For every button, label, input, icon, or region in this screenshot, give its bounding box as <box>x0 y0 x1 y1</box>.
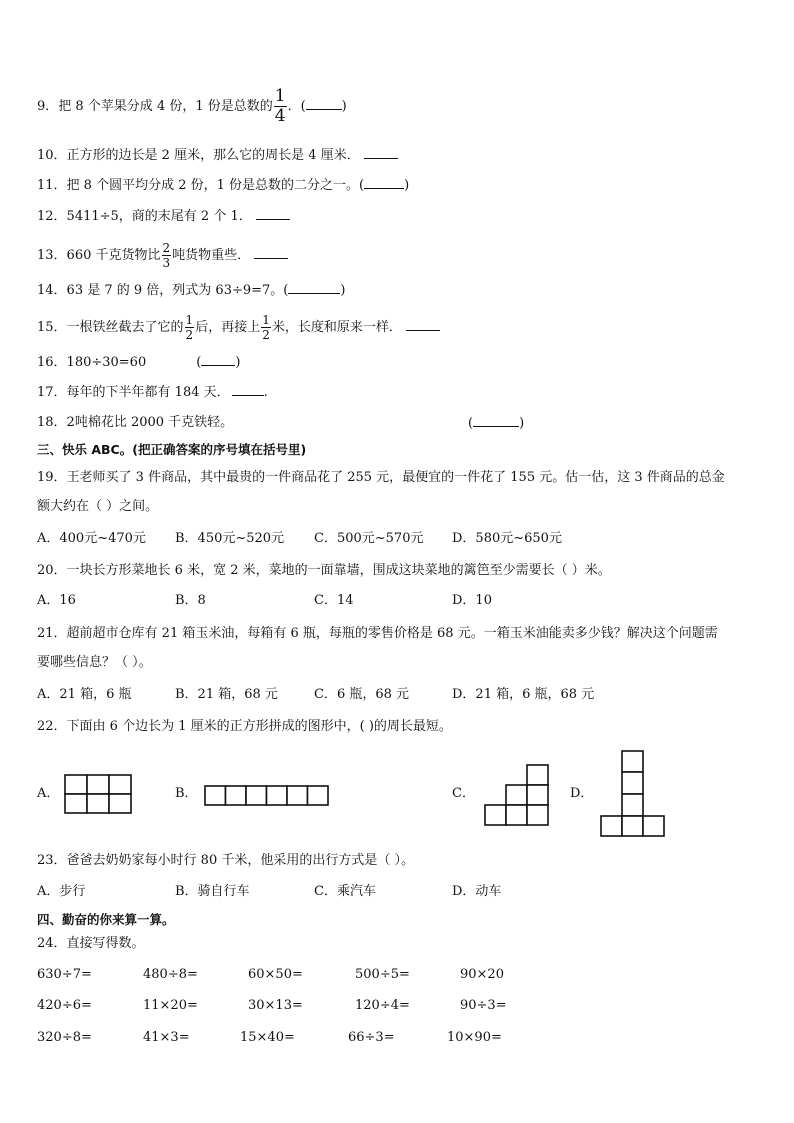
fraction <box>162 242 172 269</box>
answer-blank[interactable] <box>306 97 342 110</box>
question-text: 10．正方形的边长是 2 厘米，那么它的周长是 4 厘米． <box>37 148 360 163</box>
figure-label-b[interactable]: B． <box>175 786 198 801</box>
answer-blank[interactable] <box>254 246 288 259</box>
option-c[interactable]: C．500元~570元 <box>314 531 424 546</box>
option-a[interactable]: A．步行 <box>37 884 86 899</box>
option-d[interactable]: D．10 <box>452 593 492 608</box>
numerator: 1 <box>274 86 286 106</box>
calc-item[interactable]: 90÷3= <box>460 998 507 1013</box>
option-b[interactable]: B．21 箱，68 元 <box>175 687 278 702</box>
option-b[interactable]: B．8 <box>175 593 206 608</box>
answer-blank[interactable] <box>473 414 519 427</box>
option-a[interactable]: A．400元~470元 <box>37 531 146 546</box>
question-11 <box>37 176 409 195</box>
question-text: 15．一根铁丝截去了它的 <box>37 320 184 335</box>
section-3-heading: 三、快乐 ABC。(把正确答案的序号填在括号里) <box>37 442 307 457</box>
calc-item[interactable]: 90×20 <box>460 967 504 982</box>
question-18 <box>37 414 233 432</box>
question-17 <box>37 383 268 402</box>
answer-blank[interactable] <box>232 383 264 396</box>
fraction-2 <box>261 314 271 341</box>
question-text: 12．5411÷5，商的末尾有 2 个 1． <box>37 209 252 224</box>
calc-item[interactable]: 60×50= <box>248 967 303 982</box>
calc-item[interactable]: 420÷6= <box>37 998 92 1013</box>
question-12 <box>37 207 290 226</box>
answer-blank[interactable] <box>364 146 398 159</box>
fraction <box>274 88 287 125</box>
bracket-close: ) <box>519 416 525 431</box>
numerator: 2 <box>162 241 171 255</box>
bracket-close: ) <box>341 99 347 114</box>
numerator: 1 <box>262 313 270 327</box>
calc-item[interactable]: 41×3= <box>143 1030 190 1045</box>
calc-item[interactable]: 15×40= <box>240 1030 295 1045</box>
answer-blank[interactable] <box>406 318 440 331</box>
fraction-1 <box>185 314 195 341</box>
question-text: 11．把 8 个圆平均分成 2 份，1 份是总数的二分之一。( <box>37 178 365 193</box>
figure-d <box>600 750 666 838</box>
option-c[interactable]: C．14 <box>314 593 354 608</box>
numerator: 1 <box>185 313 194 327</box>
question-14 <box>37 281 345 300</box>
question-21-line-2: 要哪些信息？（ ）。 <box>37 655 152 670</box>
calc-item[interactable]: 11×20= <box>143 998 198 1013</box>
option-c[interactable]: C．乘汽车 <box>314 884 376 899</box>
figure-a <box>64 774 134 816</box>
answer-blank[interactable] <box>364 176 404 189</box>
question-text-end: 吨货物重些． <box>172 248 251 263</box>
bracket-close: ) <box>340 283 346 298</box>
option-a[interactable]: A．21 箱，6 瓶 <box>37 687 132 702</box>
calc-item[interactable]: 30×13= <box>248 998 303 1013</box>
question-20-line-1: 20．一块长方形菜地长 6 米，宽 2 米，菜地的一面靠墙，围成这块菜地的篱笆至少需要长（ ）米。 <box>37 563 611 578</box>
question-text-mid: 后，再接上 <box>195 320 261 335</box>
option-c[interactable]: C．6 瓶，68 元 <box>314 687 410 702</box>
bracket-open: ．( <box>287 99 306 114</box>
bracket-open: ( <box>468 416 474 431</box>
option-b[interactable]: B．骑自行车 <box>175 884 250 899</box>
question-9 <box>37 88 347 125</box>
option-b[interactable]: B．450元~520元 <box>175 531 285 546</box>
answer-blank[interactable] <box>288 281 340 294</box>
figure-label-c[interactable]: C． <box>452 786 475 801</box>
option-d[interactable]: D．580元~650元 <box>452 531 562 546</box>
question-19-line-2: 额大约在（ ）之间。 <box>37 499 159 514</box>
question-15 <box>37 314 440 341</box>
calc-item[interactable]: 120÷4= <box>355 998 410 1013</box>
denominator: 4 <box>274 106 286 126</box>
question-23-line-1: 23．爸爸去奶奶家每小时行 80 千米，他采用的出行方式是（ ）。 <box>37 853 414 868</box>
section-4-heading: 四、勤奋的你来算一算。 <box>37 912 175 927</box>
question-18-answer <box>468 414 524 433</box>
calc-item[interactable]: 630÷7= <box>37 967 92 982</box>
question-text: 14．63 是 7 的 9 倍，列式为 63÷9=7。( <box>37 283 289 298</box>
option-d[interactable]: D．21 箱，6 瓶，68 元 <box>452 687 595 702</box>
figure-c <box>484 764 550 828</box>
calc-item[interactable]: 500÷5= <box>355 967 410 982</box>
bracket-close: ) <box>404 178 410 193</box>
option-a[interactable]: A．16 <box>37 593 76 608</box>
question-19-line-1: 19．王老师买了 3 件商品，其中最贵的一件商品花了 255 元，最便宜的一件花了 155 元。估一估，这 3 件商品的总金 <box>37 470 725 485</box>
question-text-end: 米，长度和原来一样． <box>271 320 402 335</box>
option-d[interactable]: D．动车 <box>452 884 502 899</box>
figure-b <box>204 785 330 807</box>
question-22-line-1: 22．下面由 6 个边长为 1 厘米的正方形拼成的图形中，( )的周长最短。 <box>37 719 452 734</box>
question-10 <box>37 146 398 165</box>
denominator: 2 <box>262 328 270 342</box>
question-16 <box>37 353 240 372</box>
question-24-title: 24．直接写得数。 <box>37 936 145 951</box>
bracket-close: ) <box>235 355 241 370</box>
denominator: 3 <box>162 256 171 270</box>
question-21-line-1: 21．超前超市仓库有 21 箱玉米油，每箱有 6 瓶，每瓶的零售价格是 68 元。一箱玉米油能卖多少钱？解决这个问题需 <box>37 626 718 641</box>
question-text: 18．2吨棉花比 2000 千克铁轻。 <box>37 415 234 430</box>
question-text: 16．180÷30=60 <box>37 355 147 370</box>
period: . <box>263 385 268 400</box>
question-13 <box>37 242 288 269</box>
bracket-open: ( <box>196 355 202 370</box>
answer-blank[interactable] <box>256 207 290 220</box>
denominator: 2 <box>185 328 194 342</box>
calc-item[interactable]: 10×90= <box>447 1030 502 1045</box>
figure-label-a[interactable]: A． <box>37 786 60 801</box>
answer-blank[interactable] <box>201 353 235 366</box>
calc-item[interactable]: 66÷3= <box>348 1030 395 1045</box>
question-text: 17．每年的下半年都有 184 天． <box>37 385 230 400</box>
figure-label-d[interactable]: D． <box>570 786 594 801</box>
question-text: 13．660 千克货物比 <box>37 248 161 263</box>
question-text: 9．把 8 个苹果分成 4 份，1 份是总数的 <box>37 99 273 114</box>
calc-item[interactable]: 480÷8= <box>143 967 198 982</box>
calc-item[interactable]: 320÷8= <box>37 1030 92 1045</box>
